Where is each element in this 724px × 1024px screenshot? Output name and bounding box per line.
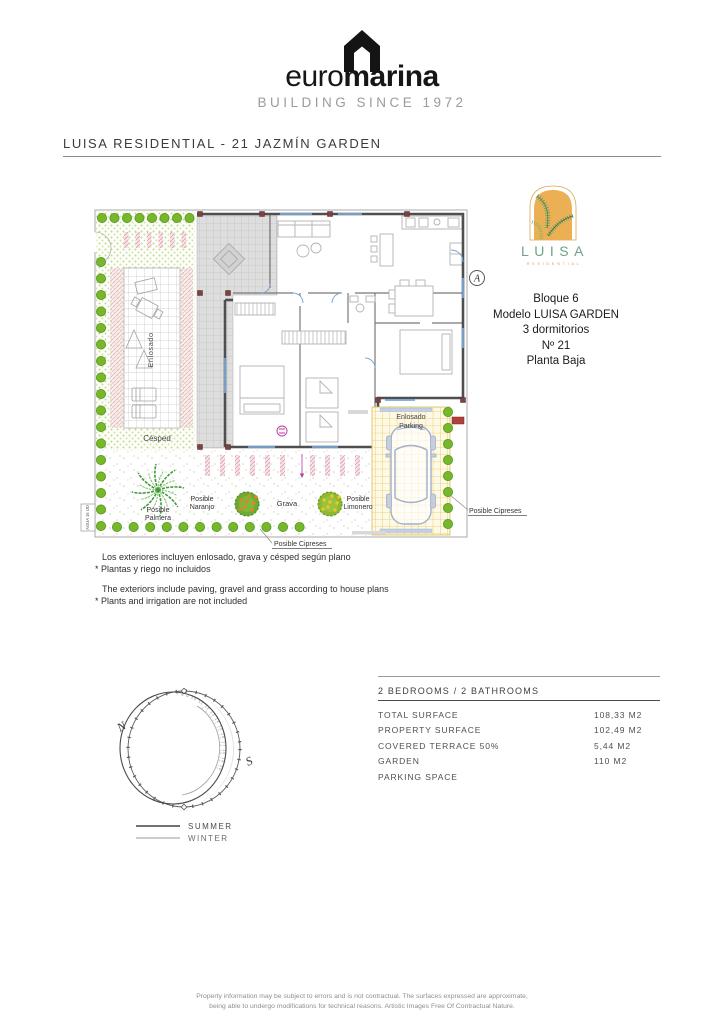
brand-marina: marina (343, 60, 439, 93)
parking-label-2: Parking (399, 423, 423, 430)
car-icon (386, 426, 436, 524)
spec-table (378, 676, 660, 785)
row-label: PROPERTY SURFACE (378, 725, 482, 736)
row-label: TOTAL SURFACE (378, 709, 459, 720)
south-label: S (243, 753, 255, 769)
cipreses-bottom-label: Posible Cipreses (274, 541, 327, 548)
palmera-label-1: Posible (146, 507, 170, 514)
summer-hours: 7 8 9 10 11 12 13 14 15 16 17 18 19 20 (176, 692, 227, 772)
note-en-1: The exteriors include paving, gravel and grass according to house plans (102, 584, 389, 594)
cipreses-right-label: Posible Cipreses (469, 508, 522, 515)
lemon-tree-icon (318, 492, 342, 516)
limonero-label-1: Posible (346, 496, 370, 503)
unit-floor: Planta Baja (526, 355, 586, 367)
row-label: COVERED TERRACE 50% (378, 740, 500, 751)
palmera-label-2: Palmera (144, 515, 172, 522)
row-label: PARKING SPACE (378, 771, 458, 782)
luisa-wordmark: LUISA (521, 243, 589, 259)
row-value: 108,33 M2 (594, 709, 643, 720)
brand-euro: euro (285, 60, 344, 93)
table-row (378, 723, 660, 739)
table-row (378, 707, 660, 723)
winter-hours: 8 9 10 11 12 13 14 15 16 17 (200, 706, 223, 771)
unit-block: Bloque 6 (533, 293, 579, 305)
section-marker-a-label: A (473, 273, 481, 285)
summer-label: SUMMER (188, 822, 233, 831)
page-title: LUISA RESIDENTIAL - 21 JAZMÍN GARDEN (63, 136, 382, 151)
table-row (378, 769, 660, 785)
unit-bedrooms: 3 dormitorios (522, 324, 590, 336)
note-es-1: Los exteriores incluyen enlosado, grava y césped según plano (102, 552, 351, 562)
table-row (378, 754, 660, 770)
unit-model: Modelo LUISA GARDEN (493, 308, 619, 321)
unit-number: Nº 21 (541, 339, 571, 352)
note-es-2: * Plantas y riego no incluidos (95, 563, 211, 574)
orange-tree-icon (235, 492, 259, 516)
naranjo-label-1: Posible (190, 496, 214, 503)
naranjo-label-2: Naranjo (189, 504, 215, 511)
table-row (378, 738, 660, 754)
svg-text:8 9 10 11 12 13 14 15 (200, 706, 222, 770)
parking-label-1: Enlosado (396, 414, 426, 421)
floor-plan (80, 188, 550, 568)
brand-tagline: BUILDING SINCE 1972 (257, 95, 467, 110)
patio-label: Enlosado (146, 332, 155, 368)
sun-path-diagram (108, 682, 298, 854)
disclaimer (0, 992, 724, 1011)
row-label: GARDEN (378, 756, 420, 767)
limonero-label-2: Limonero (343, 504, 373, 511)
brand-wordmark (0, 60, 724, 94)
note-en-2: * Plants and irrigation are not included (95, 595, 248, 606)
row-value: 110 M2 (594, 756, 628, 767)
sun-legend (136, 822, 233, 843)
agua-box (81, 504, 95, 531)
title-divider (63, 156, 661, 157)
grava-label: Grava (276, 499, 298, 508)
row-value: 102,49 M2 (594, 725, 643, 736)
luisa-sub: RESIDENTIAL (526, 261, 582, 266)
grass-label: Césped (143, 434, 171, 443)
exterior-notes (95, 552, 389, 607)
gate-marker (452, 417, 464, 424)
luisa-logo (503, 178, 603, 273)
disclaimer-line-1: Property information may be subject to errors and is not contractual. The surfaces expressed are approximate, (196, 993, 528, 1000)
spec-table-header: 2 BEDROOMS / 2 BATHROOMS (378, 676, 660, 700)
row-value: 5,44 M2 (594, 740, 632, 751)
disclaimer-line-2: being able to undergo modifications for technical reasons. Artistic Images Free Of Contractual Nature. (209, 1002, 515, 1010)
agua-label: AGUA 16 UD (85, 505, 90, 530)
winter-label: WINTER (188, 834, 229, 843)
unit-info (466, 292, 646, 370)
north-label: N (114, 718, 129, 735)
section-marker-a (470, 271, 485, 286)
